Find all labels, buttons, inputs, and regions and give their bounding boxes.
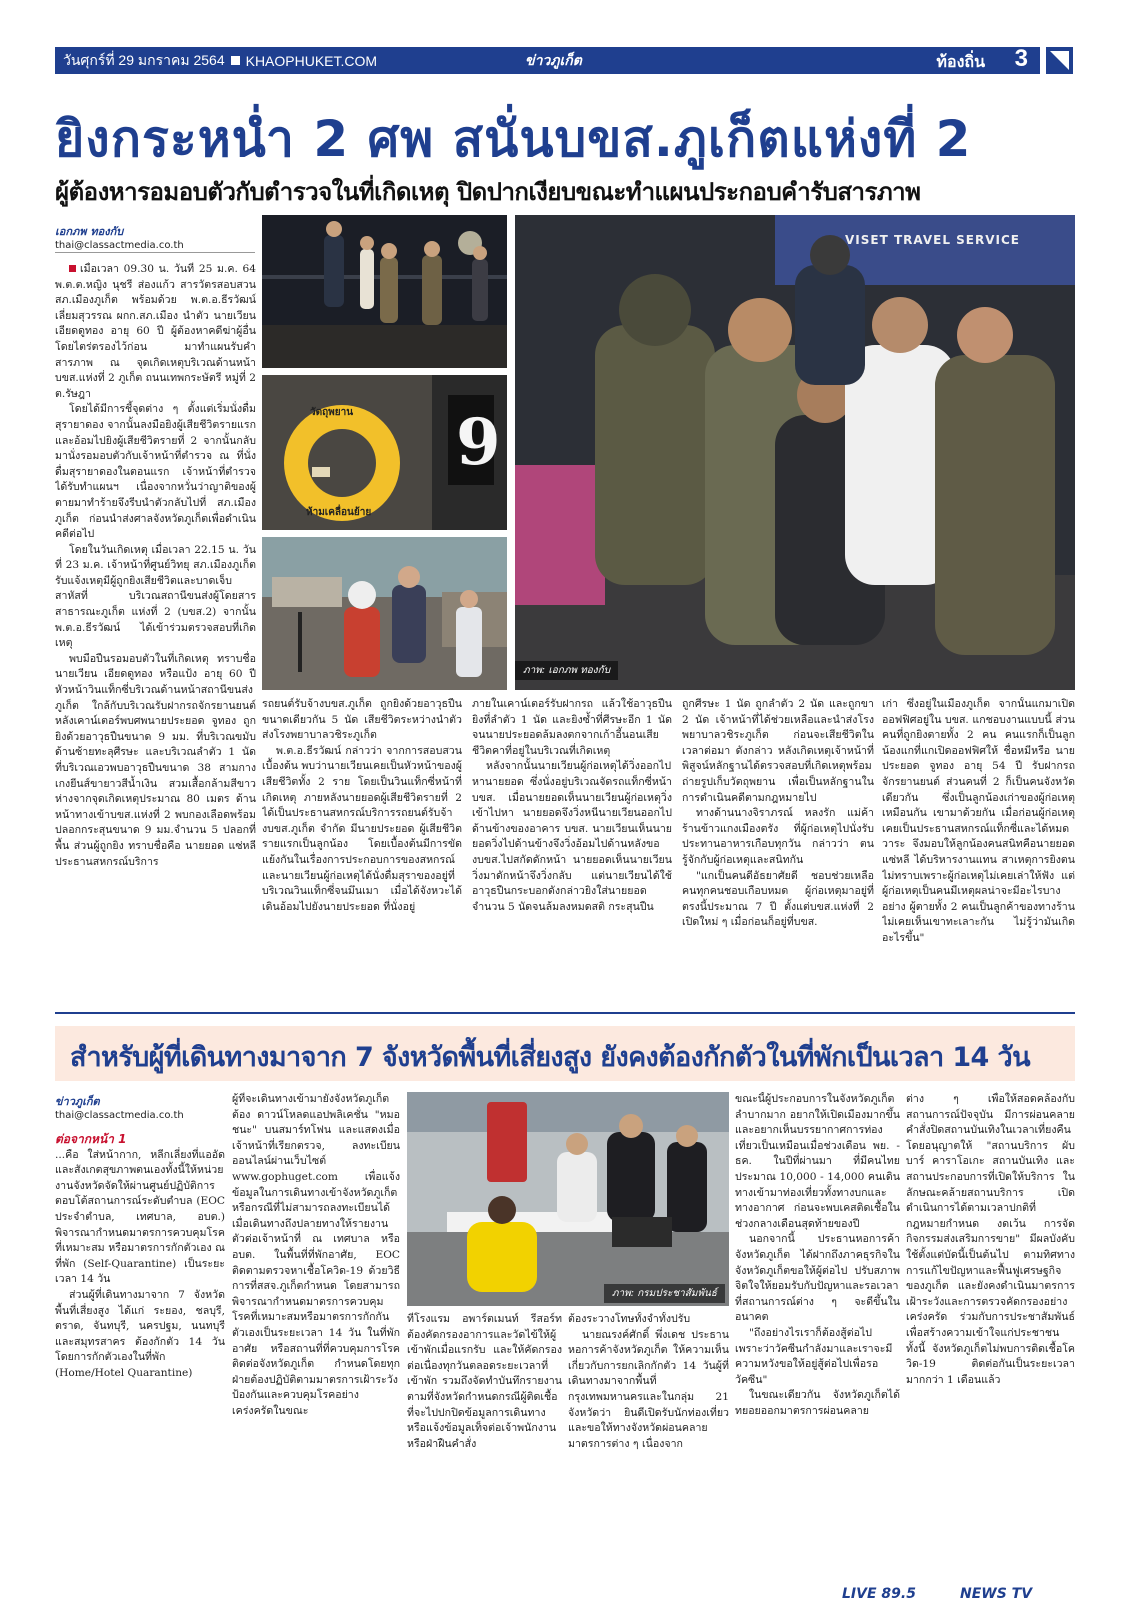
story1-paragraph: โดยในวันเกิดเหตุ เมื่อเวลา 22.15 น. วันที่ 23 ม.ค. เจ้าหน้าที่ศูนย์วิทยุ สภ.เมืองภูเก็ตรับแจ้งเหตุมีผู้ถูกยิงเสียชีวิตและบาดเจ็บสาหัสที่ บริเวณสถานีขนส่งผู้โดยสารสาธารณะภูเก็ต แห่งที่ 2 (บขส.2) จากนั้น พ.ต.อ.ธีรวัฒน์ ได้เข้าร่วมตรวจสอบที่เกิดเหตุ — [55, 543, 256, 650]
story1-column-4 — [682, 697, 874, 1004]
photo-evidence-marker — [262, 375, 507, 530]
main-headline: ยิงกระหน่ำ 2 ศพ สนั่นบขส.ภูเก็ตแห่งที่ 2 — [55, 110, 972, 168]
story2-paragraph: ส่วนผู้ที่เดินทางมาจาก 7 จังหวัดพื้นที่เสี่ยงสูง ได้แก่ ระยอง, ชลบุรี, ตราด, จันทบุรี, นครปฐม, นนทบุรี และสมุทรสาคร ต้องกักตัว 14 วัน โดยการกักตัวเองในที่พัก (Home/Hotel Quarantine) — [55, 1288, 225, 1379]
story2-paragraph: ต้องระวางโทษทั้งจำทั้งปรับ — [568, 1313, 691, 1325]
story2-paragraph: ในขณะเดียวกัน จังหวัดภูเก็ตได้ทยอยออกมาตรการผ่อนคลาย — [735, 1389, 900, 1417]
story1-paragraph: หลังจากนั้นนายเวียนผู้ก่อเหตุได้วิ่งออกไปหานายยอด ซึ่งนั่งอยู่บริเวณจัดรถแท็กซี่หน้าบขส. เมื่อนายยอดเห็นนายเวียนผู้ก่อเหตุวิ่งเข้าไปหา นายยอดจึงวิ่งหนีนายเวียนออกไปด้านข้างของอาคาร บขส. นายเวียนเห็นนายยอดวิ่งไปด้านข้างจึงวิ่งอ้อมไปด้านหลังของบขส.ไปสกัดดักหน้า นายยอดเห็นนายเวียนวิ่งมาดักหน้าจึงวิ่งกลับ แต่นายเวียนได้ใช้อาวุธปืนกระบอกดังกล่าวยิงใส่นายยอดจำนวน 5 นัดจนล้มลงหมดสติ กระสุนปืน — [472, 760, 672, 913]
story1-paragraph: เก่า ซึ่งอยู่ในเมืองภูเก็ต จากนั้นแกมาเปิดออฟฟิศอยู่ใน บขส. แกชอบงานแบบนี้ ส่วนคนที่ถูกยิงตายทั้ง 2 คน คนแรกก็เป็นลูกน้องแกที่แกเปิดออฟฟิศให้ ชื่อหมีหรือ นายประยอด จูทอง อายุ 54 ปี รับฝากรถจักรยานยนต์ ส่วนคนที่ 2 ก็เป็นคนจังหวัดเดียวกัน ซึ่งเป็นลูกน้องเก่าของผู้ก่อเหตุเหมือนกัน เขามาด้วยกัน เมื่อก่อนผู้ก่อเหตุเคยเป็นประธานสหกรณ์แท็กซี่และได้หมดวาระ จึงมอบให้ลูกน้องคนสนิทคือนายยอด แซ่หลี ได้บริหารงานแทน สาเหตุการยิงตนไม่ทราบเพราะผู้ก่อเหตุไม่เคยเล่าให้ฟัง แต่ผู้ก่อเหตุเป็นคนมีเหตุผลน่าจะมีอะไรบางอย่าง ผู้ตายทั้ง 2 คนเป็นลูกค้าของทางร้าน ไม่เคยเห็นเขาทะเลาะกัน ไม่รู้ว่ามันเกิดอะไรขึ้น" — [882, 698, 1075, 944]
story1-column-1 — [55, 262, 256, 1004]
bullet-square-icon — [69, 265, 76, 272]
photo-screening-checkpoint — [407, 1092, 729, 1306]
byline — [55, 222, 255, 251]
story1-paragraph: ถูกศีรษะ 1 นัด ถูกลำตัว 2 นัด และถูกขา 2 นัด เจ้าหน้าที่ได้ช่วยเหลือและนำส่งโรงพยาบาลวชิระภูเก็ต ก่อนจะเสียชีวิตในเวลาต่อมา ดังกล่าว หลังเกิดเหตุเจ้าหน้าที่พิสูจน์หลักฐานได้ตรวจสอบที่เกิดเหตุพร้อมถ่ายรูปเก็บวัตถุพยาน เพื่อเป็นหลักฐานในการดำเนินคดีตามกฎหมายไป — [682, 698, 874, 804]
corner-arrow-icon — [1046, 47, 1073, 74]
page-number: 3 — [1014, 45, 1028, 72]
news-tv-logo: NEWS TV — [960, 1586, 1033, 1602]
evidence-label-top: วัตถุพยาน — [310, 407, 354, 418]
photo-police-night — [262, 215, 507, 368]
khaophuket-logo: ข่าวภูเก็ต — [525, 53, 582, 69]
author-name: เอกภพ ทองกับ — [55, 225, 124, 238]
story1-paragraph: เมื่อเวลา 09.30 น. วันที่ 25 ม.ค. 64 พ.ต.ต.หญิง นุชรี ส่องแก้ว สารวัตรสอบสวน สภ.เมืองภูเก็ต พร้อมด้วย พ.ต.อ.ธีรวัฒน์ เลี่ยมสุวรรณ ผกก.สภ.เมือง นำตัว นายเวียน เอียดดูทอง อายุ 60 ปี ผู้ต้องหาคดีฆ่าผู้อื่นโดยไตร่ตรองไว้ก่อน มาทำแผนรับคำสารภาพ ณ จุดเกิดเหตุบริเวณด้านหน้า บขส.แห่งที่ 2 ภูเก็ต ถนนเทพกระษัตรี หมู่ที่ 2 ต.รัษฎา — [55, 263, 256, 400]
story2-byline — [55, 1092, 225, 1121]
story1-paragraph: "แกเป็นคนดีอัธยาศัยดี ชอบช่วยเหลือคนทุกคนชอบเกือบหมด ผู้ก่อเหตุมาอยู่ที่ตรงนี้ประมาณ 7 ปี ตั้งแต่บขส.แห่งที่ 2 เปิดใหม่ ๆ เมื่อก่อนก็อยู่ที่บขส. — [682, 869, 874, 929]
separator-square-icon — [231, 56, 240, 65]
site-url[interactable]: KHAOPHUKET.COM — [245, 52, 378, 69]
story2-column-6 — [906, 1092, 1075, 1572]
story2-column-5 — [735, 1092, 900, 1572]
story1-paragraph: พบมือปืนรอมอบตัวในที่เกิดเหตุ ทราบชื่อ นายเวียน เอียดดูทอง หรือแป้ง อายุ 60 ปี หัวหน้าวินแท็กซี่บริเวณด้านหน้าสถานีขนส่งภูเก็ต ใกล้กับบริเวณรับฝากรถจักรยานยนต์หลังเคาน์เตอร์พบศพนายประยอด จูทอง ถูกยิงด้วยอาวุธปืนขนาด 9 มม. ที่บริเวณขมับด้านซ้ายทะลุศีรษะ และบริเวณลำตัว 1 นัด ที่บริเวณเอวพบอาวุธปืนขนาด 38 สามกางเกงยีนส์ขายาวสีน้ำเงิน สวมเสื้อกล้ามสีขาว ห่างจากจุดเกิดเหตุประมาณ 80 เมตร ด้านหน้าทางเข้าบขส.แห่งที่ 2 พบกองเลือดพร้อมปลอกกระสุนขนาด 9 มม.จำนวน 5 ปลอกที่พื้น ส่วนผู้ถูกยิง ทราบชื่อคือ นายยอด แซ่หลี ประธานสหกรณ์บริการ — [55, 652, 256, 868]
story2-author: ข่าวภูเก็ต — [55, 1095, 100, 1108]
photo-police-night-graphic — [262, 215, 507, 368]
byline-divider — [55, 252, 255, 253]
story2-headline: สำหรับผู้ที่เดินทางมาจาก 7 จังหวัดพื้นที่เสี่ยงสูง ยังคงต้องกักตัวในที่พักเป็นเวลา 14 วัน — [70, 1042, 1030, 1073]
story1-paragraph: ภายในเคาน์เตอร์รับฝากรถ แล้วใช้อาวุธปืนยิงที่ลำตัว 1 นัด และยิงซ้ำที่ศีรษะอีก 1 นัด จนนายประยอดล้มลงตกจากเก้าอี้นอนเสียชีวิตคาที่อยู่ในบริเวณที่เกิดเหตุ — [472, 698, 672, 757]
section-name: ท้องถิ่น — [936, 52, 985, 71]
story1-paragraph: พ.ต.อ.ธีรวัฒน์ กล่าวว่า จากการสอบสวนเบื้องต้น พบว่านายเวียนเคยเป็นหัวหน้าของผู้เสียชีวิตทั้ง 2 ราย โดยเป็นวินแท็กซี่หน้าที่เกิดเหตุ ภายหลังนายยอดผู้เสียชีวิตรายที่ 2 ได้เป็นประธานสหกรณ์บริการรถยนต์รับจ้างบขส.ภูเก็ต จำกัด มีนายประยอด ผู้เสียชีวิตรายแรกเป็นลูกน้อง โดยเบื้องต้นมีการขัดแย้งกันในเรื่องการประกอบการของสหกรณ์ และนายเวียนผู้ก่อเหตุได้นั่งดื่มสุราของอยู่ที่บริเวณวินแท็กซี่จนมึนเมา เมื่อได้จังหวะได้เดินอ้อมไปยังนายประยอด ที่นั่งอยู่ — [262, 744, 462, 913]
photo-suspect-graphic — [262, 537, 507, 690]
story2-paragraph: "ถึงอย่างไรเราก็ต้องสู้ต่อไป เพราะว่าวัคซีนกำลังมาและเราจะมีความหวังขอให้อยู่สู้ต่อไปเพื่อรอวัคซีน" — [735, 1326, 893, 1386]
story2-paragraph: นอกจากนี้ ประธานหอการค้าจังหวัดภูเก็ต ได้ฝากถึงภาคธุรกิจในจังหวัดภูเก็ตขอให้ผู้ต่อไป ปรับสภาพจิตใจให้ยอมรับกับปัญหาและรอเวลาที่สถานการณ์ต่าง ๆ จะดีขึ้นในอนาคต — [735, 1233, 900, 1324]
story2-paragraph: นายณรงค์ศักดิ์ พึ่งเดช ประธานหอการค้าจังหวัดภูเก็ต ให้ความเห็นเกี่ยวกับการยกเลิกกักตัว 14 วันผู้ที่เดินทางมาจากพื้นที่กรุงเทพมหานครและในกลุ่ม 21 จังหวัดว่า ยินดีเปิดรับนักท่องเที่ยวและขอให้ทางจังหวัดผ่อนคลายมาตรการต่าง ๆ เนื่องจาก — [568, 1328, 729, 1450]
story2-paragraph: ผู้ที่จะเดินทางเข้ามายังจังหวัดภูเก็ตต้อง ดาวน์โหลดแอปพลิเคชั่น "หมอชนะ" บนสมาร์ทโฟน และแสดงเมื่อเจ้าหน้าที่เรียกตรวจ, ลงทะเบียนออนไลน์ผ่านเว็บไซต์ www.gophuget.com เพื่อแจ้งข้อมูลในการเดินทางเข้าจังหวัดภูเก็ต หรือกรณีที่ไม่สามารถลงทะเบียนได้ เมื่อเดินทางถึงปลายทางให้รายงานตัวต่อเจ้าหน้าที่ ณ เทศบาล หรือ อบต. ในพื้นที่ที่พักอาศัย, EOC ติดตามตรวจหาเชื้อโควิด-19 ด้วยวิธีการที่สสจ.ภูเก็ตกำหนด โดยสามารถพิจารณากำหนดมาตรการควบคุมโรคที่เหมาะสมหรือมาตรการกักกันตัวเองเป็นระยะเวลา 14 วัน ในที่พักอาศัย หรือสถานที่ที่ควบคุมการโรคติดต่อจังหวัดภูเก็ต กำหนดโดยทุกฝ่ายต้องปฏิบัติตามมาตรการเฝ้าระวังป้องกันและควบคุมโรคอย่างเคร่งครัดในขณะ — [232, 1093, 400, 1417]
author-email[interactable]: thai@classactmedia.co.th — [55, 240, 184, 251]
story2-email[interactable]: thai@classactmedia.co.th — [55, 1110, 184, 1121]
story1-column-5 — [882, 697, 1075, 1004]
story1-column-2 — [262, 697, 462, 1004]
story1-paragraph: โดยได้มีการชี้จุดต่าง ๆ ตั้งแต่เริ่มนั่งดื่มสุรายาดอง จากนั้นลงมือยิงผู้เสียชีวิตรายแรกและอ้อมไปยิงผู้เสียชีวิตรายที่ 2 จากนั้นกลับมานั่งรอมอบตัวกับเจ้าหน้าที่ตำรวจ ณ ที่นั่งดื่มสุรายาดองในตอนแรก เจ้าหน้าที่ตำรวจได้รับทำแผนฯ เนื่องจากหวั่นว่าญาติของผู้ตายมาทำร้ายจึงรีบนำตัวกลับไปที่ สภ.เมืองภูเก็ต ก่อนนำส่งศาลจังหวัดภูเก็ตเพื่อดำเนินคดีต่อไป — [55, 403, 256, 541]
continued-label: ต่อจากหน้า 1 — [55, 1132, 127, 1146]
story2-paragraph: ที่โรงแรม อพาร์ตเมนท์ รีสอร์ท ต้องคัดกรองอาการและวัดไข้ให้ผู้เข้าพักเมื่อแรกรับ และให้คัดกรองต่อเนื่องทุกวันตลอดระยะเวลาที่เข้าพัก รวมถึงจัดทำบันทึกรายงานตามที่จังหวัดกำหนดกรณีผู้ติดเชื้อที่จะไปปกปิดข้อมูลการเดินทางหรือแจ้งข้อมูลเท็จต่อเจ้าพนักงาน หรือฝ่าฝืนคำสั่ง — [407, 1313, 562, 1450]
evidence-number: 9 — [456, 405, 501, 480]
issue-date: วันศุกร์ที่ 29 มกราคม 2564 — [63, 51, 225, 68]
photo-credit: ภาพ: เอกภพ ทองกับ — [515, 661, 618, 680]
story1-paragraph: ทางด้านนางจิราภรณ์ หลงรัก แม่ค้าร้านข้าวแกงเมืองตรัง ที่ผู้ก่อเหตุไปนั่งรับประทานอาหารเกือบทุกวัน กล่าวว่า ตนรู้จักกับผู้ก่อเหตุและสนิทกัน — [682, 807, 874, 866]
story2-paragraph: ...คือ ใส่หน้ากาก, หลีกเลี่ยงที่แออัด และสังเกตสุขภาพตนเองทั้งนี้ให้หน่วยงานจังหวัดจัดให้ผ่านศูนย์ปฏิบัติการตอบโต้สถานการณ์ระดับตำบล (EOC ประจำตำบล, เทศบาล, อบต.) พิจารณากำหนดมาตรการควบคุมโรคที่เหมาะสม หรือมาตรการกักตัวเอง ณ ที่พัก (Self-Quarantine) เป็นระยะเวลา 14 วัน — [55, 1148, 225, 1286]
story2-column-3 — [407, 1312, 562, 1572]
sub-headline: ผู้ต้องหารอมอบตัวกับตำรวจในที่เกิดเหตุ ปิดปากเงียบขณะทำแผนประกอบคำรับสารภาพ — [55, 178, 921, 206]
story-divider — [55, 1012, 1075, 1014]
photo-main-arrest — [515, 215, 1075, 690]
story2-paragraph: ขณะนี้ผู้ประกอบการในจังหวัดภูเก็ตลำบากมาก อยากให้เปิดเมืองมากขึ้นและอยากเห็นบรรยากาศการท่องเที่ยวเป็นเหมือนเมื่อช่วงเดือน พย. - ธค. ในปีที่ผ่านมา ที่มีคนไทยประมาณ 10,000 - 14,000 คนเดินทางเข้ามาท่องเที่ยวทั้งทางบกและทางอากาศ ก่อนจะพบเคสติดเชื้อในช่วงกลางเดือนสุดท้ายของปี — [735, 1093, 900, 1230]
story2-photo-credit: ภาพ: กรมประชาสัมพันธ์ — [604, 1284, 725, 1303]
story1-column-3 — [472, 697, 672, 1004]
travel-service-sign: VISET TRAVEL SERVICE — [845, 233, 1020, 247]
photo-screening-graphic — [407, 1092, 729, 1306]
story2-column-2 — [232, 1092, 400, 1572]
story2-paragraph: ต่าง ๆ เพื่อให้สอดคล้องกับสถานการณ์ปัจจุบัน มีการผ่อนคลายคำสั่งปิดสถานบันเทิงในเวลาเที่ยงคืน โดยอนุญาตให้ "สถานบริการ ผับ บาร์ คาราโอเกะ สถานบันเทิง และสถานประกอบการที่เปิดให้บริการ ในลักษณะคล้ายสถานบริการ เปิดดำเนินการได้ตามเวลาปกติที่กฎหมายกำหนด งดเว้น การจัดกิจกรรมส่งเสริมการขาย" มีผลบังคับใช้ตั้งแต่บัดนี้เป็นต้นไป ตามทิศทางการแก้ไขปัญหาและฟื้นฟูเศรษฐกิจของภูเก็ต และยังคงดำเนินมาตรการเฝ้าระวังและการตรวจคัดกรองอย่างเคร่งครัด ร่วมกับการประชาสัมพันธ์ เพื่อสร้างความเข้าใจแก่ประชาชนทั้งนี้ จังหวัดภูเก็ตไม่พบการติดเชื้อโควิด-19 ติดต่อกันเป็นระยะเวลามากกว่า 1 เดือนแล้ว — [906, 1093, 1075, 1386]
live-radio-logo: LIVE 89.5 — [842, 1586, 916, 1602]
photo-main-graphic — [515, 215, 1075, 690]
story2-column-1 — [55, 1132, 225, 1572]
story1-paragraph: รถยนต์รับจ้างบขส.ภูเก็ต ถูกยิงด้วยอาวุธปืนขนาดเดียวกัน 5 นัด เสียชีวิตระหว่างนำตัวส่งโรงพยาบาลวชิระภูเก็ต — [262, 698, 462, 742]
masthead-bar — [55, 47, 1040, 74]
evidence-label-bottom: ห้ามเคลื่อนย้าย — [306, 507, 372, 518]
story2-column-4 — [568, 1312, 729, 1572]
photo-suspect-reenactment — [262, 537, 507, 690]
